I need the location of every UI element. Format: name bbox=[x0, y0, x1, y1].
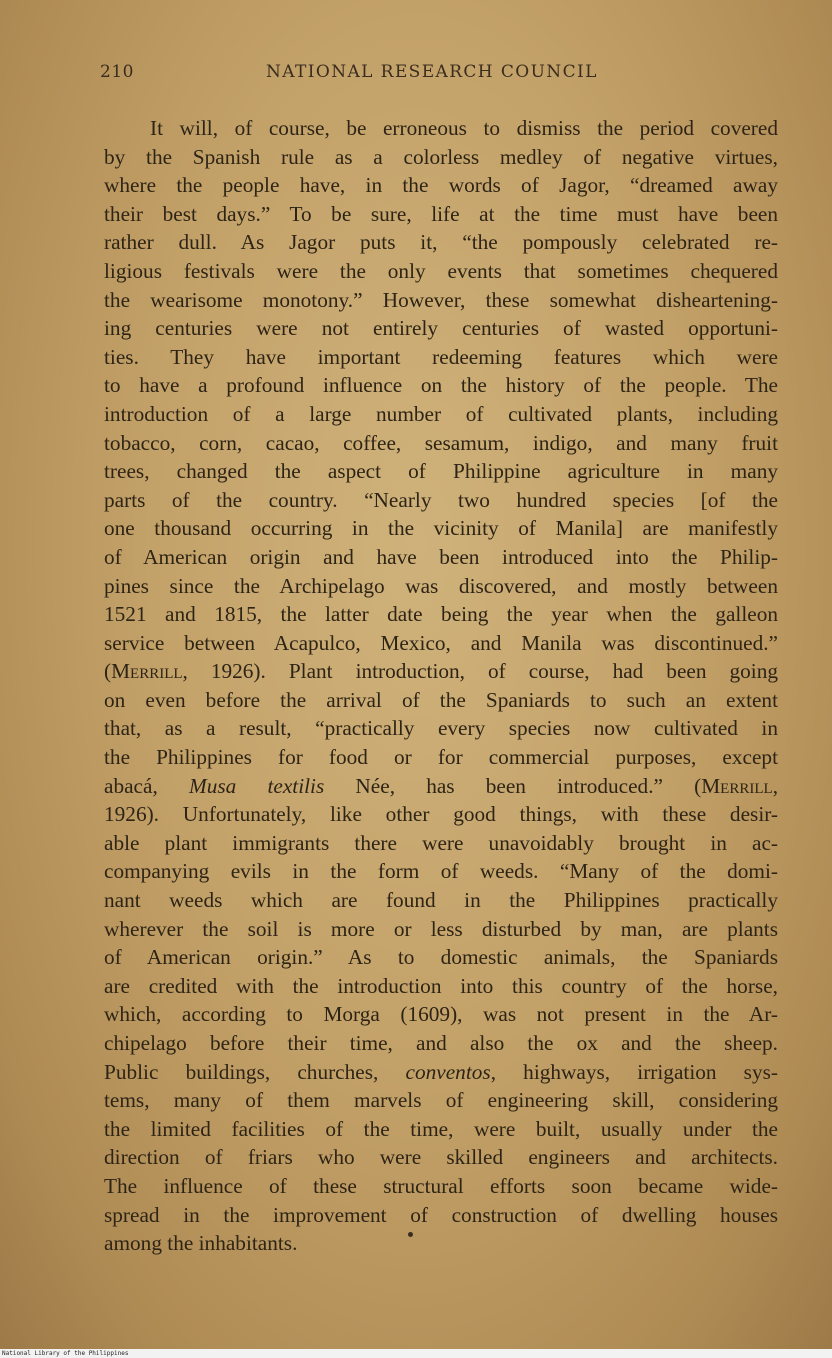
citation-author: Merrill bbox=[701, 773, 773, 798]
text-line bbox=[104, 772, 778, 801]
text-segment: Née, has been introduced.” ( bbox=[324, 773, 702, 798]
text-line: 1926). Unfortunately, like other good things, with these desir- bbox=[104, 802, 778, 827]
text-line: parts of the country. “Nearly two hundred species [of the bbox=[104, 487, 778, 512]
text-line: The influence of these structural efforts soon became wide- bbox=[104, 1173, 778, 1198]
text-line: among the inhabitants. bbox=[104, 1231, 298, 1256]
text-line: the limited facilities of the time, were built, usually under the bbox=[104, 1116, 778, 1141]
text-line: introduction of a large number of cultivated plants, including bbox=[104, 401, 778, 426]
text-line: pines since the Archipelago was discovered, and mostly between bbox=[104, 573, 778, 598]
page-header bbox=[100, 62, 780, 86]
text-line: able plant immigrants there were unavoidably brought in ac- bbox=[104, 830, 778, 855]
text-line: their best days.” To be sure, life at the time must have been bbox=[104, 201, 778, 226]
text-line: of American origin and have been introduced into the Philip- bbox=[104, 544, 778, 569]
text-line: rather dull. As Jagor puts it, “the pompously celebrated re- bbox=[104, 230, 778, 255]
italic-term: conventos bbox=[405, 1059, 491, 1084]
text-segment: , bbox=[772, 773, 779, 798]
text-line: chipelago before their time, and also the ox and the sheep. bbox=[104, 1031, 778, 1055]
text-line: direction of friars who were skilled engineers and architects. bbox=[104, 1145, 778, 1170]
text-line: that, as a result, “practically every species now cultivated in bbox=[104, 716, 778, 741]
text-line: spread in the improvement of construction of dwelling houses bbox=[104, 1202, 778, 1227]
text-line: service between Acapulco, Mexico, and Manila was discontinued.” bbox=[104, 630, 778, 655]
text-line: ligious festivals were the only events that sometimes chequered bbox=[104, 258, 778, 283]
text-segment: , 1926). Plant introduction, of course, had been going bbox=[182, 659, 778, 684]
text-line: trees, changed the aspect of Philippine agriculture in many bbox=[104, 459, 778, 484]
ink-dot bbox=[408, 1232, 413, 1237]
running-title: NATIONAL RESEARCH COUNCIL bbox=[266, 62, 598, 82]
text-line: ing centuries were not entirely centuries of wasted opportuni- bbox=[104, 316, 778, 341]
text-line: (Merrill, 1926). Plant introduction, of course, had been going bbox=[104, 659, 778, 684]
text-line: It will, of course, be erroneous to dismiss the period covered bbox=[150, 116, 778, 140]
text-line: tobacco, corn, cacao, coffee, sesamum, indigo, and many fruit bbox=[104, 430, 778, 455]
text-line: wherever the soil is more or less disturbed by man, are plants bbox=[104, 916, 778, 941]
footer-strip bbox=[0, 1349, 832, 1358]
text-line: which, according to Morga (1609), was not present in the Ar- bbox=[104, 1002, 778, 1027]
text-line: 1521 and 1815, the latter date being the year when the galleon bbox=[104, 602, 778, 627]
text-line: tems, many of them marvels of engineering skill, considering bbox=[104, 1088, 778, 1113]
text-segment: abacá, bbox=[104, 773, 189, 798]
text-line: by the Spanish rule as a colorless medley of negative virtues, bbox=[104, 144, 778, 169]
text-line: on even before the arrival of the Spaniards to such an extent bbox=[104, 687, 778, 712]
species-name: Musa textilis bbox=[188, 773, 325, 798]
page-number: 210 bbox=[100, 62, 134, 82]
text-segment: Public buildings, churches, bbox=[104, 1059, 406, 1084]
text-line: one thousand occurring in the vicinity of Manila] are manifestly bbox=[104, 516, 778, 541]
text-line: of American origin.” As to domestic animals, the Spaniards bbox=[104, 945, 778, 970]
text-line: the Philippines for food or for commercial purposes, except bbox=[104, 745, 778, 770]
text-line: are credited with the introduction into this country of the horse, bbox=[104, 973, 778, 998]
source-label: National Library of the Philippines bbox=[2, 1350, 129, 1357]
text-line: to have a profound influence on the history of the people. The bbox=[104, 373, 778, 398]
text-segment: , highways, irrigation sys- bbox=[490, 1059, 778, 1084]
text-line: ties. They have important redeeming features which were bbox=[104, 344, 778, 369]
text-line: the wearisome monotony.” However, these somewhat disheartening- bbox=[104, 287, 778, 312]
text-line: nant weeds which are found in the Philippines practically bbox=[104, 888, 778, 913]
text-line: where the people have, in the words of Jagor, “dreamed away bbox=[104, 173, 778, 198]
body-paragraph bbox=[104, 114, 778, 1258]
text-line bbox=[104, 1058, 778, 1087]
citation-author: Merrill bbox=[111, 659, 183, 684]
text-line: companying evils in the form of weeds. “Many of the domi- bbox=[104, 859, 778, 884]
